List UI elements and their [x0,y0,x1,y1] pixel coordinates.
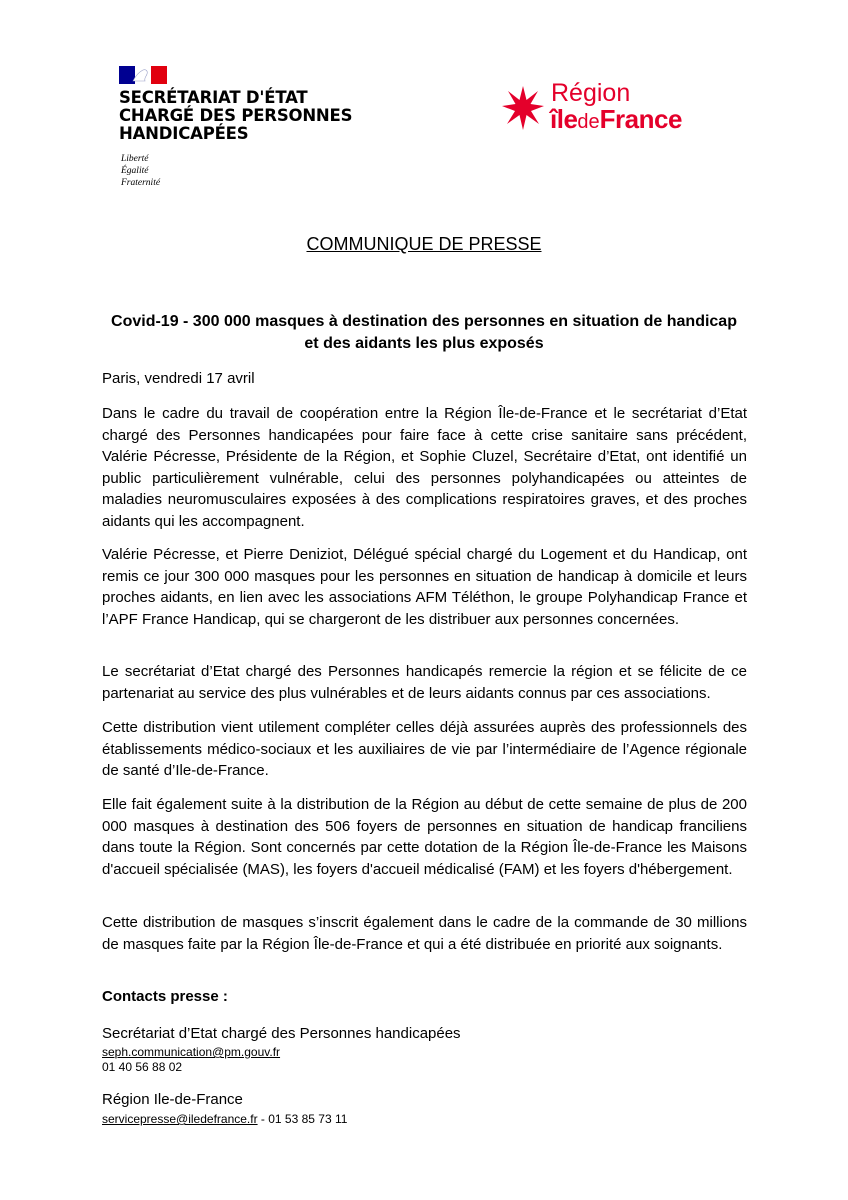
contact-region-name: Région Ile-de-France [102,1091,243,1108]
contact-region-phone: 01 53 85 73 11 [268,1112,348,1126]
contact-region-separator: - [257,1112,269,1126]
contacts-title: Contacts presse : [102,988,228,1005]
contact-gov-email-link[interactable]: seph.communication@pm.gouv.fr [102,1045,281,1059]
contact-gov-name: Secrétariat d’Etat chargé des Personnes handicapées [102,1025,461,1042]
region-name-de: de [577,111,600,133]
region-name-france: France [599,104,682,134]
region-logo-word: Région [551,79,631,107]
gov-title-line-1: SECRÉTARIAT D'ÉTAT [119,88,308,107]
gov-motto [121,153,160,189]
paragraph-2: Valérie Pécresse, et Pierre Deniziot, Délégué spécial chargé du Logement et du Handicap, ont remis ce jour 300 000 masques pour les personnes en situation de handicap à domicile et leurs proches aidants, en lien avec les associations AFM Téléthon, le groupe Polyhandicap France et l’APF France Handicap, qui se chargeront de les distribuer aux personnes concernées. [102,546,747,628]
paragraph-1: Dans le cadre du travail de coopération entre la Région Île-de-France et le secrétariat d’Etat chargé des Personnes handicapées pour faire face à cette crise sanitaire sans précédent, Valérie Pécresse, Présidente de la Région, et Sophie Cluzel, Secrétaire d’Etat, ont identifié un public particulièrement vulnérable, celui des personnes polyhandicapées ou atteintes de maladies neuromusculaires exposées à des complications respiratoires graves, et des proches aidants qui les accompagnent. [102,405,747,530]
press-release-heading: COMMUNIQUE DE PRESSE [306,234,542,254]
region-star-icon [502,86,544,130]
press-release-subtitle: Covid-19 - 300 000 masques à destination des personnes en situation de handicap et des aidants les plus exposés [111,313,737,352]
gov-title-line-2: CHARGÉ DES PERSONNES [119,106,353,125]
paragraph-4: Cette distribution vient utilement compléter celles déjà assurées auprès des professionnels des établissements médico-sociaux et les auxiliaires de vie par l’intermédiaire de l’Agence régionale de santé d’Ile-de-France. [102,719,747,779]
marianne-flag-logo [119,66,167,84]
gov-title-line-3: HANDICAPÉES [119,124,249,143]
contact-region-line [102,1112,347,1126]
motto-egalite: Égalité [121,166,149,176]
motto-fraternite: Fraternité [121,178,161,188]
paragraph-5: Elle fait également suite à la distribution de la Région au début de cette semaine de plus de 200 000 masques à destination des 506 foyers de personnes en situation de handicap franciliens dans toute la Région. Sont concernés par cette dotation de la Région Île-de-France les Maisons d'accueil spécialisée (MAS), les foyers d'accueil médicalisé (FAM) et les foyers d'hébergement. [102,796,747,878]
region-name-ile: île [550,104,578,134]
region-logo-name [550,104,682,137]
dateline: Paris, vendredi 17 avril [102,370,255,387]
paragraph-3: Le secrétariat d’Etat chargé des Personnes handicapés remercie la région et se félicite de ce partenariat au service des plus vulnérables et de leurs aidants connus par ces associations. [102,663,747,702]
paragraph-6: Cette distribution de masques s’inscrit également dans le cadre de la commande de 30 millions de masques faite par la Région Île-de-France et qui a été distribuée en priorité aux soignants. [102,914,747,953]
contact-region-email-link[interactable]: servicepresse@iledefrance.fr [102,1112,258,1126]
gov-logo-title [119,89,352,143]
motto-liberte: Liberté [121,154,149,164]
contact-gov-phone: 01 40 56 88 02 [102,1060,183,1074]
